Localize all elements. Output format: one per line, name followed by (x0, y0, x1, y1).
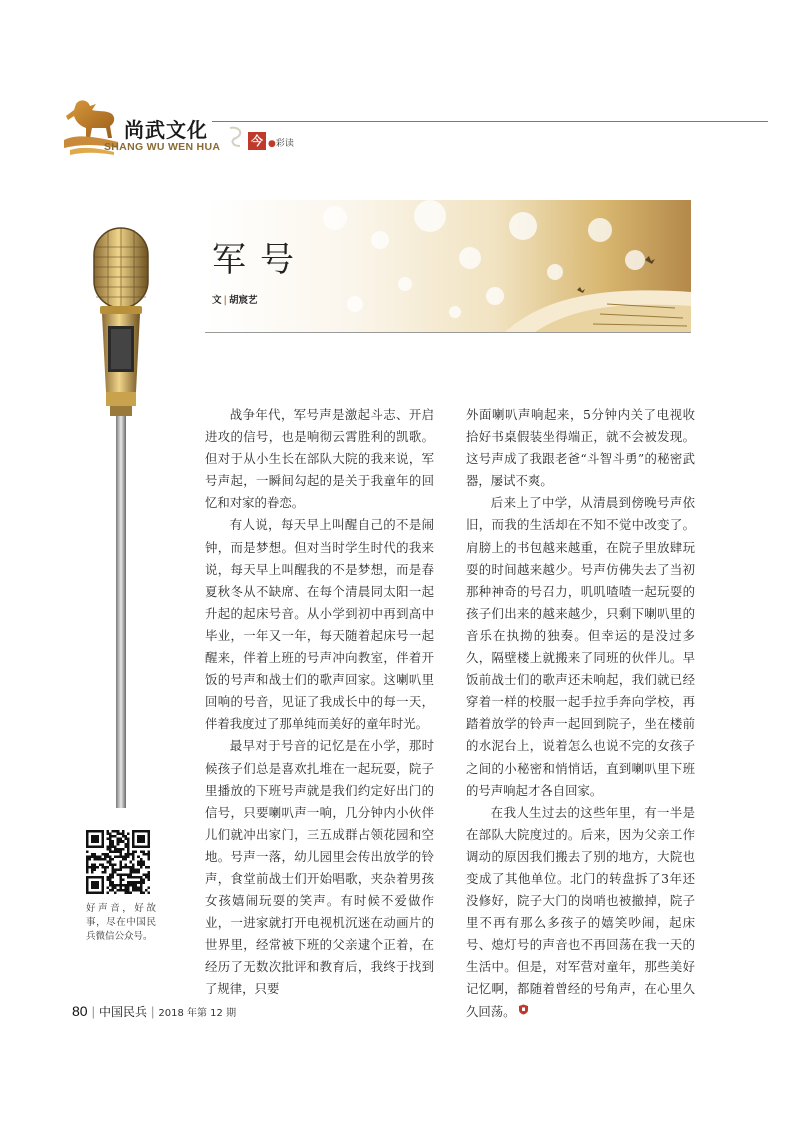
decorative-swirl-icon (226, 124, 246, 148)
paragraph: 后来上了中学，从清晨到傍晚号声依旧，而我的生活却在不知不觉中改变了。肩膀上的书包越来越重，在院子里放肆玩耍的时间越来越少。号声仿佛失去了当初那种神奇的号召力，叽叽喳喳一起玩耍的孩子们出来的越来越少，只剩下喇叭里的音乐在执拗的独奏。但幸运的是没过多久，隔壁楼上就搬来了同班的伙伴儿。早饭前战士们的歌声还未响起，我们就已经穿着一样的校服一起手拉手奔向学校，再踏着放学的铃声一起回到院子，坐在楼前的水泥台上，说着怎么也说不完的女孩子之间的小秘密和悄悄话，直到喇叭里下班的号声响起才各自回家。 (466, 495, 695, 798)
microphone-illustration (86, 222, 156, 812)
article-title: 军号 (212, 240, 308, 280)
end-mark-icon (518, 1004, 529, 1015)
section-subtitle: SHANG WU WEN HUA (104, 141, 221, 153)
paragraph: 外面喇叭声响起来，5分钟内关了电视收拾好书桌假装坐得端正，就不会被发现。这号声成了我跟老爸“斗智斗勇”的秘密武器，屡试不爽。 (466, 407, 695, 489)
paragraph: 有人说，每天早上叫醒自己的不是闹钟，而是梦想。但对当时学生时代的我来说，每天早上叫醒我的不是梦想，而是春夏秋冬从不缺席、在每个清晨同太阳一起升起的起床号音。从小学到初中再到高中毕业，一年又一年，每天随着起床号一起醒来，伴着上班的号声冲向教室，伴着开饭的号声和战士们的歌声回家。这喇叭里回响的号音，见证了我成长中的每一天，伴着我度过了那单纯而美好的童年时光。 (205, 517, 434, 732)
section-title: 尚武文化 (124, 118, 208, 142)
issue-label: 2018 年第 12 期 (158, 1008, 237, 1019)
folio-separator: | (91, 1004, 95, 1019)
folio-separator: | (150, 1004, 155, 1019)
byline-separator: | (223, 295, 227, 306)
byline-prefix: 文 (212, 295, 222, 306)
right-column (466, 404, 695, 1023)
header-rule (212, 121, 768, 122)
column-label (268, 136, 294, 149)
qr-code[interactable] (86, 830, 150, 894)
byline (212, 292, 258, 306)
column-label-text: 彩读 (275, 139, 294, 149)
author-name: 胡宸艺 (229, 295, 258, 306)
page-number: 80 (72, 1003, 88, 1019)
bullet-dot-icon: ● (268, 139, 276, 149)
paragraph-text: 在我人生过去的这些年里，有一半是在部队大院度过的。后来，因为父亲工作调动的原因我们搬去了别的地方，大院也变成了其他单位。北门的转盘拆了3年还没修好，院子大门的岗哨也被撤掉，院子里不再有那么多孩子的嬉笑吵闹，起床号、熄灯号的声音也不再回荡在我一天的生活中。但是，对军营对童年，那些美好记忆啊，都随着曾经的号角声，在心里久久回荡。 (466, 804, 695, 1019)
paragraph: 最早对于号音的记忆是在小学，那时候孩子们总是喜欢扎堆在一起玩耍，院子里播放的下班号声就是我们约定好出门的信号，只要喇叭声一响，几分钟内小伙伴儿们就冲出家门，三五成群占领花园和空地。号声一落，幼儿园里会传出放学的铃声，食堂前战士们开始唱歌，夹杂着男孩女孩嬉闹玩耍的笑声。有时候不爱做作业，一进家就打开电视机沉迷在动画片的世界里，经常被下班的父亲逮个正着，在经历了无数次批评和教育后，我终于找到了规律，只要 (205, 738, 434, 997)
qr-caption: 好声音，好故事，尽在中国民兵微信公众号。 (86, 903, 156, 942)
page-folio (72, 1003, 236, 1020)
paragraph: 战争年代，军号声是激起斗志、开启进攻的信号，也是响彻云霄胜利的凯歌。但对于从小生长在部队大院的我来说，军号声起，一瞬间勾起的是关于我童年的回忆和对家的眷恋。 (205, 407, 434, 511)
left-column (205, 404, 434, 1001)
magazine-name: 中国民兵 (98, 1005, 147, 1019)
banner-rule (205, 332, 691, 333)
paragraph (466, 802, 695, 1023)
column-badge: 今 (248, 132, 266, 150)
